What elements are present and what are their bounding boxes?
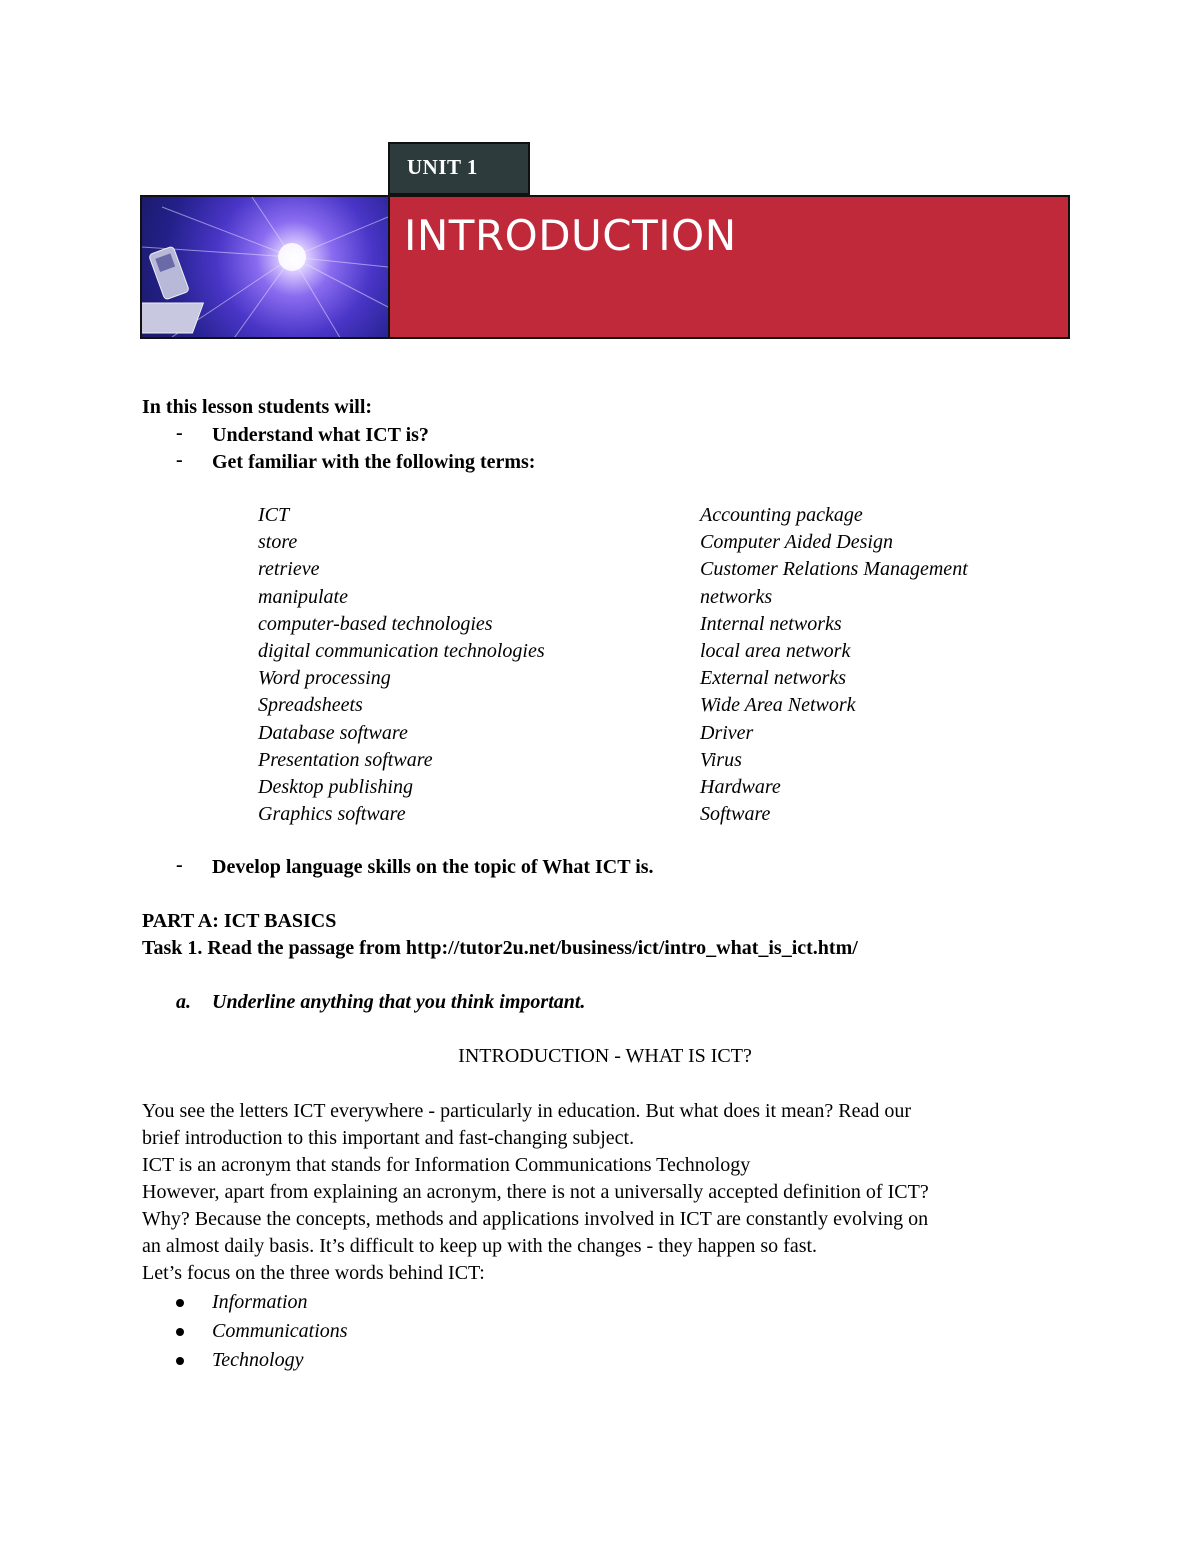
ict-words-list — [176, 1288, 348, 1375]
part-a-heading: PART A: ICT BASICS — [142, 910, 337, 932]
term-item: computer-based technologies — [258, 612, 493, 635]
list-item — [176, 1288, 348, 1317]
fiber-optic-illustration — [142, 197, 388, 337]
term-item: Hardware — [700, 776, 781, 799]
term-item: Desktop publishing — [258, 776, 413, 799]
terms-column-left — [258, 502, 545, 828]
term-item: External networks — [700, 667, 847, 690]
list-item — [176, 1346, 348, 1375]
objectives-intro: In this lesson students will: — [142, 396, 373, 418]
passage-line: an almost daily basis. It’s difficult to keep up with the changes - they happen so fast. — [142, 1235, 818, 1257]
term-item: Driver — [700, 721, 754, 744]
term-item: Database software — [258, 721, 408, 744]
list-item-label: Information — [212, 1291, 308, 1313]
term-item: Software — [700, 803, 771, 826]
dash-marker: - — [176, 422, 183, 444]
passage-line: However, apart from explaining an acronym, there is not a universally accepted definition of ICT? — [142, 1181, 929, 1203]
term-item: store — [258, 531, 298, 554]
passage-line: brief introduction to this important and fast-changing subject. — [142, 1127, 635, 1149]
task-1-instruction: Task 1. Read the passage from http://tutor2u.net/business/ict/intro_what_is_ict.htm/ — [142, 937, 858, 959]
phone-icon — [149, 246, 190, 300]
banner-title-area — [388, 197, 1068, 337]
term-item: Virus — [700, 748, 742, 771]
dash-marker: - — [176, 854, 183, 876]
term-item: networks — [700, 585, 773, 608]
list-item-label: Technology — [212, 1349, 304, 1371]
unit-label: UNIT 1 — [388, 142, 530, 195]
subtask-marker: a. — [176, 991, 191, 1013]
objective-item: Get familiar with the following terms: — [212, 451, 536, 473]
term-item: manipulate — [258, 585, 348, 608]
list-item-label: Communications — [212, 1320, 348, 1342]
technology-banner-image — [142, 197, 388, 337]
passage-line: ICT is an acronym that stands for Information Communications Technology — [142, 1154, 751, 1176]
term-item: retrieve — [258, 558, 320, 581]
bullet-icon — [176, 1299, 184, 1307]
dash-marker: - — [176, 449, 183, 471]
term-item: digital communication technologies — [258, 640, 545, 663]
term-item: Graphics software — [258, 803, 406, 826]
objective-item: Understand what ICT is? — [212, 424, 429, 446]
term-item: local area network — [700, 640, 851, 663]
term-item: Wide Area Network — [700, 694, 856, 717]
unit-title: INTRODUCTION — [404, 211, 737, 260]
bullet-icon — [176, 1328, 184, 1336]
passage-line: Why? Because the concepts, methods and applications involved in ICT are constantly evolving on — [142, 1208, 929, 1230]
term-item: Spreadsheets — [258, 694, 363, 717]
passage-line: You see the letters ICT everywhere - particularly in education. But what does it mean? Read our — [142, 1100, 912, 1122]
subtask-instruction: Underline anything that you think important. — [212, 991, 586, 1013]
laptop-icon — [142, 303, 203, 333]
list-item — [176, 1317, 348, 1346]
passage-title: INTRODUCTION - WHAT IS ICT? — [458, 1045, 752, 1067]
term-item: Accounting package — [700, 504, 863, 526]
term-item: Word processing — [258, 667, 391, 690]
term-item: ICT — [258, 504, 290, 526]
unit-banner — [140, 195, 1070, 339]
term-item: Internal networks — [700, 612, 842, 635]
passage-line: Let’s focus on the three words behind ICT: — [142, 1262, 485, 1284]
terms-column-right — [700, 502, 968, 828]
objective-item: Develop language skills on the topic of What ICT is. — [212, 856, 654, 878]
passage-body — [142, 1098, 1072, 1287]
bullet-icon — [176, 1357, 184, 1365]
term-item: Computer Aided Design — [700, 531, 893, 554]
term-item: Presentation software — [258, 748, 433, 771]
term-item: Customer Relations Management — [700, 558, 968, 581]
